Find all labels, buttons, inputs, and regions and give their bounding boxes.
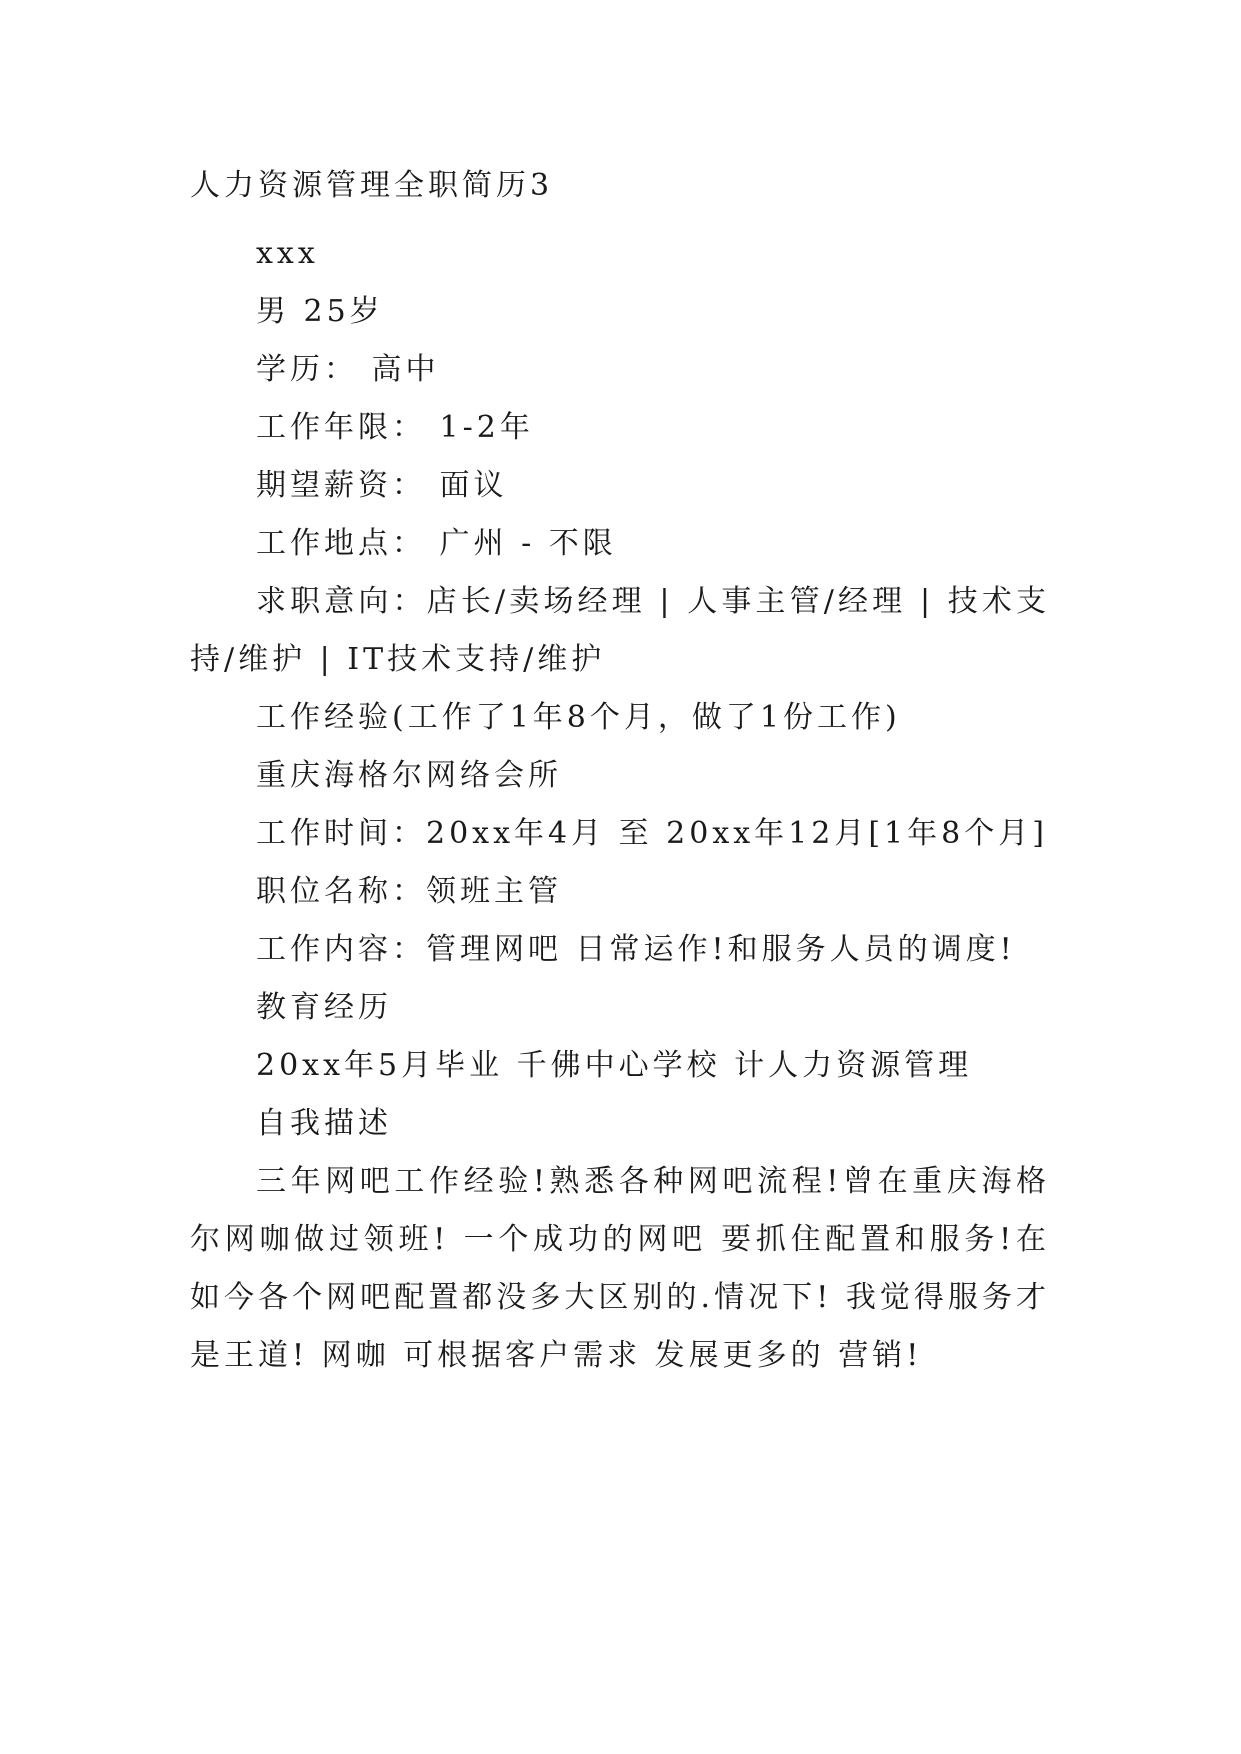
education-detail: 20xx年5月毕业 千佛中心学校 计人力资源管理 [256, 1048, 973, 1083]
candidate-name: xxx [256, 236, 319, 271]
work-period: 工作时间：20xx年4月 至 20xx年12月[1年8个月] [256, 816, 1048, 851]
work-location: 工作地点： 广州 - 不限 [256, 526, 617, 561]
education-heading: 教育经历 [256, 990, 392, 1025]
expected-salary: 期望薪资： 面议 [256, 468, 508, 503]
gender-age: 男 25岁 [256, 294, 384, 329]
company-name: 重庆海格尔网络会所 [256, 758, 562, 793]
work-experience-heading: 工作经验(工作了1年8个月，做了1份工作) [256, 700, 901, 735]
education-level: 学历： 高中 [256, 352, 440, 387]
position-title: 职位名称：领班主管 [256, 874, 562, 909]
document-title: 人力资源管理全职简历3 [190, 168, 554, 203]
self-description: 三年网吧工作经验!熟悉各种网吧流程!曾在重庆海格尔网咖做过领班! 一个成功的网吧 要抓住配置和服务!在如今各个网吧配置都没多大区别的.情况下! 我觉得服务才是王道! 网咖 可根据客户需求 发展更多的 营销! [190, 1164, 1050, 1373]
resume-body [190, 225, 1050, 1385]
job-duties: 工作内容：管理网吧 日常运作!和服务人员的调度! [256, 932, 1016, 967]
work-years: 工作年限： 1-2年 [256, 410, 534, 445]
self-description-heading: 自我描述 [256, 1106, 392, 1141]
job-intention: 求职意向：店长/卖场经理 | 人事主管/经理 | 技术支持/维护 | IT技术支持/维护 [190, 584, 1050, 677]
